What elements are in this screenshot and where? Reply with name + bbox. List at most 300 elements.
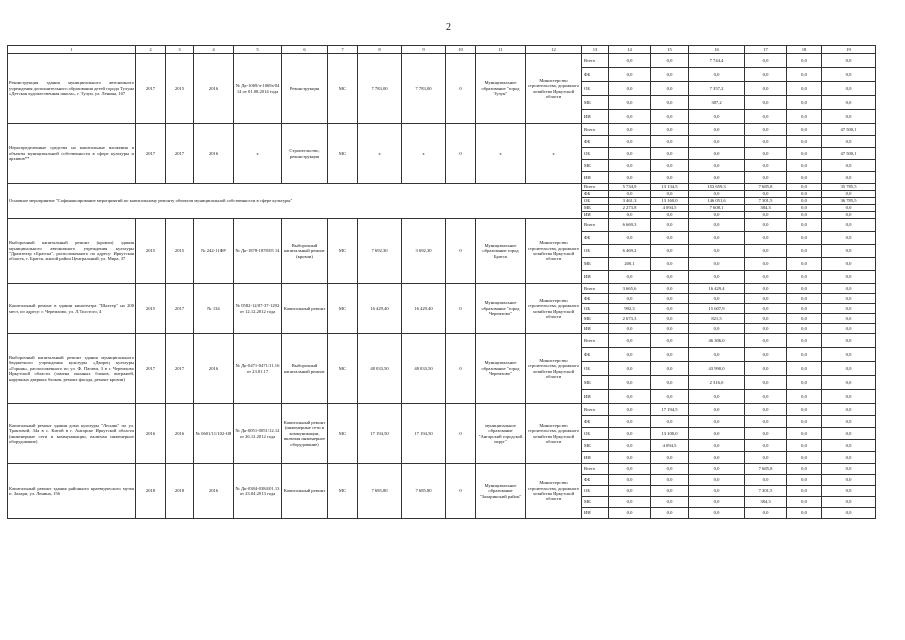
object-row xyxy=(8,124,876,136)
funding-value: 0,0 xyxy=(787,258,822,271)
funding-value: 0,0 xyxy=(787,464,822,475)
funding-value: 0,0 xyxy=(822,219,876,232)
column-header: 4 xyxy=(194,46,234,54)
source-label: ОБ xyxy=(582,82,609,96)
funding-value: 0,0 xyxy=(609,404,651,416)
object-c9: 7 685,80 xyxy=(402,464,446,519)
funding-value: 13 160,0 xyxy=(651,198,689,205)
source-label: ИИ xyxy=(582,212,609,219)
funding-value: 15 607,9 xyxy=(689,304,745,314)
funding-value: 0,0 xyxy=(651,148,689,160)
object-c2: 2015 xyxy=(136,219,166,284)
funding-value: 200,1 xyxy=(609,258,651,271)
column-header: 7 xyxy=(328,46,358,54)
funding-value: 0,0 xyxy=(745,440,787,452)
funding-value: 0,0 xyxy=(787,348,822,362)
source-label: МБ xyxy=(582,160,609,172)
funding-value: 0,0 xyxy=(651,82,689,96)
funding-value: 3 665,6 xyxy=(609,284,651,294)
table-header-row xyxy=(8,46,876,54)
funding-value: 0,0 xyxy=(651,464,689,475)
funding-value: 0,0 xyxy=(787,324,822,334)
source-label: ФБ xyxy=(582,136,609,148)
funding-value: 0,0 xyxy=(787,136,822,148)
object-c7: МС xyxy=(328,404,358,464)
funding-value: 0,0 xyxy=(787,508,822,519)
funding-value: 0,0 xyxy=(787,440,822,452)
funding-value: 0,0 xyxy=(787,160,822,172)
funding-value: 0,0 xyxy=(609,508,651,519)
funding-value: 0,0 xyxy=(651,232,689,245)
object-c3: 2017 xyxy=(166,124,194,184)
object-c4: 2016 xyxy=(194,334,234,404)
funding-value: 0,0 xyxy=(689,172,745,184)
object-c12: Министерство строительства, дорожного хозяйства Иркутской области xyxy=(526,54,582,124)
object-c2: 2018 xyxy=(136,464,166,519)
funding-value: 0,0 xyxy=(609,475,651,486)
funding-value: 0,0 xyxy=(745,428,787,440)
funding-value: 0,0 xyxy=(689,452,745,464)
object-c3: 2015 xyxy=(166,219,194,284)
funding-value: 0,0 xyxy=(822,212,876,219)
source-label: ФБ xyxy=(582,294,609,304)
object-row xyxy=(8,284,876,294)
object-c7: МС xyxy=(328,219,358,284)
source-label: МБ xyxy=(582,96,609,110)
funding-value: 0,0 xyxy=(787,475,822,486)
funding-value: 0,0 xyxy=(787,314,822,324)
object-c7: МС xyxy=(328,124,358,184)
funding-value: 7 685,8 xyxy=(745,464,787,475)
column-header: 11 xyxy=(476,46,526,54)
funding-value: 0,0 xyxy=(689,68,745,82)
object-c9: 48 033,50 xyxy=(402,334,446,404)
source-label: ФБ xyxy=(582,232,609,245)
object-row xyxy=(8,464,876,475)
funding-value: 0,0 xyxy=(822,464,876,475)
source-label: Всего xyxy=(582,54,609,68)
source-label: ФБ xyxy=(582,68,609,82)
object-c11: Муниципальное образование "Заларинский район" xyxy=(476,464,526,519)
funding-value: 0,0 xyxy=(787,404,822,416)
funding-value: 0,0 xyxy=(745,68,787,82)
funding-value: 0,0 xyxy=(651,304,689,314)
object-name: Нераспределенные средства на капитальные вложения в объекты муниципальной собственности в сфере культуры и архивов** xyxy=(8,124,136,184)
source-label: ИИ xyxy=(582,271,609,284)
funding-value: 0,0 xyxy=(787,124,822,136)
funding-value: 0,0 xyxy=(651,475,689,486)
funding-value: 0,0 xyxy=(651,96,689,110)
column-header: 2 xyxy=(136,46,166,54)
funding-value: 0,0 xyxy=(745,212,787,219)
funding-value: 0,0 xyxy=(822,232,876,245)
object-c5: № Дк-0384-0384/01.13 от 23.04.2013 года xyxy=(234,464,282,519)
funding-value: 0,0 xyxy=(822,452,876,464)
section-row xyxy=(8,184,876,191)
funding-value: 0,0 xyxy=(609,68,651,82)
object-c6: Капитальный ремонт xyxy=(282,464,328,519)
funding-value: 5 734,9 xyxy=(609,184,651,191)
object-c8: 7 692,30 xyxy=(358,219,402,284)
funding-value: 0,0 xyxy=(689,428,745,440)
object-name: Капитальный ремонт здания районного краеведческого музея п. Залари, ул. Ленина, 156 xyxy=(8,464,136,519)
object-c6: Капитальный ремонт xyxy=(282,284,328,334)
object-c12: Министерство строительства, дорожного хозяйства Иркутской области xyxy=(526,404,582,464)
funding-value: 0,0 xyxy=(745,314,787,324)
funding-value: 0,0 xyxy=(822,258,876,271)
funding-value: 0,0 xyxy=(745,452,787,464)
object-name: Реконструкция здания муниципального автономного учреждения дополнительного образования детей города Тулуна «Детская художественная школа», г. Тулун, ул. Ленина, 107 xyxy=(8,54,136,124)
funding-value: 0,0 xyxy=(745,219,787,232)
object-c11: х xyxy=(476,124,526,184)
funding-value: 0,0 xyxy=(745,124,787,136)
funding-value: 0,0 xyxy=(609,486,651,497)
funding-value: 6 669,3 xyxy=(609,219,651,232)
funding-value: 384,3 xyxy=(745,205,787,212)
object-c10: 0 xyxy=(446,464,476,519)
source-label: МБ xyxy=(582,314,609,324)
funding-value: 0,0 xyxy=(822,508,876,519)
funding-value: 0,0 xyxy=(787,245,822,258)
object-c5: № Дк-0471-0471/11.16 от 23.01.17 xyxy=(234,334,282,404)
object-c10: 0 xyxy=(446,334,476,404)
funding-value: 0,0 xyxy=(787,191,822,198)
object-name: Капитальный ремонт в здании кинотеатра "Шахтер" на 200 мест, по адресу: г. Черемхово, ул. Л.Толстого, 4 xyxy=(8,284,136,334)
funding-value: 0,0 xyxy=(745,110,787,124)
object-c4: 2016 xyxy=(194,54,234,124)
funding-value: 0,0 xyxy=(689,271,745,284)
funding-value: 0,0 xyxy=(745,508,787,519)
funding-value: 0,0 xyxy=(609,324,651,334)
funding-value: 0,0 xyxy=(609,136,651,148)
funding-value: 146 051,6 xyxy=(689,198,745,205)
funding-value: 0,0 xyxy=(689,464,745,475)
funding-value: 7 301,5 xyxy=(745,198,787,205)
column-header: 9 xyxy=(402,46,446,54)
funding-value: 0,0 xyxy=(822,348,876,362)
funding-value: 821,5 xyxy=(689,314,745,324)
funding-value: 0,0 xyxy=(787,205,822,212)
object-c10: 0 xyxy=(446,219,476,284)
funding-value: 0,0 xyxy=(787,82,822,96)
funding-value: 0,0 xyxy=(787,497,822,508)
funding-value: 0,0 xyxy=(787,172,822,184)
source-label: Всего xyxy=(582,124,609,136)
funding-value: 0,0 xyxy=(822,304,876,314)
object-c9: 7 783,00 xyxy=(402,54,446,124)
funding-value: 0,0 xyxy=(822,205,876,212)
funding-value: 0,0 xyxy=(651,508,689,519)
object-c12: Министерство строительства, дорожного хозяйства Иркутской области xyxy=(526,334,582,404)
column-header: 15 xyxy=(651,46,689,54)
funding-value: 0,0 xyxy=(651,219,689,232)
source-label: ИИ xyxy=(582,508,609,519)
source-label: ФБ xyxy=(582,475,609,486)
object-c9: 17 194,50 xyxy=(402,404,446,464)
object-c7: МС xyxy=(328,334,358,404)
source-label: МБ xyxy=(582,376,609,390)
funding-value: 0,0 xyxy=(609,96,651,110)
funding-value: 0,0 xyxy=(609,376,651,390)
object-c7: МС xyxy=(328,54,358,124)
funding-value: 0,0 xyxy=(689,258,745,271)
funding-value: 0,0 xyxy=(609,348,651,362)
funding-value: 0,0 xyxy=(609,334,651,348)
funding-value: 0,0 xyxy=(822,54,876,68)
source-label: ИИ xyxy=(582,452,609,464)
source-label: Всего xyxy=(582,219,609,232)
funding-value: 0,0 xyxy=(689,348,745,362)
funding-value: 0,0 xyxy=(609,294,651,304)
column-header: 1 xyxy=(8,46,136,54)
funding-value: 0,0 xyxy=(689,324,745,334)
column-header: 13 xyxy=(582,46,609,54)
funding-value: 0,0 xyxy=(745,82,787,96)
source-label: ФБ xyxy=(582,348,609,362)
object-c9: 3 692,30 xyxy=(402,219,446,284)
funding-value: 0,0 xyxy=(822,160,876,172)
funding-value: 0,0 xyxy=(787,54,822,68)
funding-value: 0,0 xyxy=(651,124,689,136)
source-label: МБ xyxy=(582,258,609,271)
object-c4: № 0601/11/102-О8 xyxy=(194,404,234,464)
funding-value: 2 673,3 xyxy=(609,314,651,324)
object-c2: 2017 xyxy=(136,334,166,404)
funding-value: 0,0 xyxy=(651,68,689,82)
source-label: Всего xyxy=(582,464,609,475)
funding-value: 0,0 xyxy=(745,258,787,271)
object-c11: муниципальное образование "Ангарский городской округ" xyxy=(476,404,526,464)
funding-value: 0,0 xyxy=(651,258,689,271)
funding-value: 0,0 xyxy=(745,362,787,376)
object-c6: Выборочный капитальный ремонт xyxy=(282,334,328,404)
source-label: ОБ xyxy=(582,198,609,205)
funding-value: 0,0 xyxy=(689,219,745,232)
funding-value: 0,0 xyxy=(822,294,876,304)
column-header: 5 xyxy=(234,46,282,54)
object-c10: 0 xyxy=(446,284,476,334)
funding-value: 0,0 xyxy=(745,245,787,258)
funding-value: 153 659,3 xyxy=(689,184,745,191)
funding-value: 0,0 xyxy=(689,404,745,416)
object-c12: х xyxy=(526,124,582,184)
object-name: Капитальный ремонт здания дома культуры "Лесник" по ул. Трактовой, 34а в с. Китой в г. Ангарске Иркутской области (инженерные сети и коммуникации, включая инженерное оборудование) xyxy=(8,404,136,464)
funding-value: 0,0 xyxy=(609,160,651,172)
column-header: 19 xyxy=(822,46,876,54)
column-header: 3 xyxy=(166,46,194,54)
object-c6: Строительство, реконструкция xyxy=(282,124,328,184)
column-header: 6 xyxy=(282,46,328,54)
object-name: Выборочный капитальный ремонт здания муниципального бюджетного учреждения культуры «Дворец культуры «Горняк», расположенного по ул. Ф. Пагави, 3 в г. Черемхово Иркутской области (замена оконных блоков, витражей, наружных дверных блоков, ремонт фасада, ремонт кровли) xyxy=(8,334,136,404)
funding-value: 0,0 xyxy=(822,486,876,497)
object-c8: х xyxy=(358,124,402,184)
funding-value: 0,0 xyxy=(689,440,745,452)
funding-value: 7 608,1 xyxy=(689,205,745,212)
funding-value: 0,0 xyxy=(745,324,787,334)
object-c5: № 0582-12/07-37-1292 от 12.12.2012 года xyxy=(234,284,282,334)
object-c8: 17 194,50 xyxy=(358,404,402,464)
object-c7: МС xyxy=(328,464,358,519)
object-c5: № Дк-0051-0051/12.12 от 26.12.2012 года xyxy=(234,404,282,464)
object-c3: 2016 xyxy=(166,404,194,464)
source-label: ОБ xyxy=(582,362,609,376)
funding-value: 0,0 xyxy=(651,245,689,258)
source-label: Всего xyxy=(582,284,609,294)
funding-value: 0,0 xyxy=(609,271,651,284)
funding-value: 0,0 xyxy=(745,284,787,294)
funding-value: 0,0 xyxy=(787,376,822,390)
object-c8: 7 685,80 xyxy=(358,464,402,519)
funding-value: 4 094,5 xyxy=(651,440,689,452)
object-c3: 2015 xyxy=(166,54,194,124)
object-c6: Выборочный капитальный ремонт (кровли) xyxy=(282,219,328,284)
source-label: Всего xyxy=(582,184,609,191)
funding-value: 0,0 xyxy=(787,428,822,440)
source-label: ОБ xyxy=(582,486,609,497)
page-number: 2 xyxy=(446,22,451,33)
funding-value: 0,0 xyxy=(822,96,876,110)
funding-value: 0,0 xyxy=(822,172,876,184)
funding-value: 0,0 xyxy=(651,54,689,68)
funding-value: 13 100,0 xyxy=(651,428,689,440)
object-c11: Муниципальное образование "город Тулун" xyxy=(476,54,526,124)
column-header: 12 xyxy=(526,46,582,54)
funding-value: 0,0 xyxy=(689,124,745,136)
funding-value: 0,0 xyxy=(787,334,822,348)
funding-value: 0,0 xyxy=(689,136,745,148)
funding-value: 0,0 xyxy=(689,191,745,198)
source-label: МБ xyxy=(582,440,609,452)
funding-value: 6 469,2 xyxy=(609,245,651,258)
funding-value: 0,0 xyxy=(822,314,876,324)
funding-value: 0,0 xyxy=(609,110,651,124)
funding-value: 17 194,5 xyxy=(651,404,689,416)
funding-value: 0,0 xyxy=(689,148,745,160)
funding-value: 0,0 xyxy=(822,191,876,198)
funding-value: 0,0 xyxy=(745,390,787,404)
object-c11: Муниципальное образование "город Черемхово" xyxy=(476,284,526,334)
funding-value: 0,0 xyxy=(689,294,745,304)
source-label: Всего xyxy=(582,334,609,348)
funding-value: 0,0 xyxy=(609,148,651,160)
object-c5: № Дк-1069/ч-1069з/04 14 от 01.08.2014 года xyxy=(234,54,282,124)
funding-value: 0,0 xyxy=(745,172,787,184)
funding-value: 0,0 xyxy=(689,475,745,486)
funding-value: 0,0 xyxy=(609,452,651,464)
funding-value: 0,0 xyxy=(787,362,822,376)
funding-value: 0,0 xyxy=(609,82,651,96)
funding-value: 0,0 xyxy=(822,68,876,82)
funding-value: 0,0 xyxy=(787,271,822,284)
funding-value: 7 744,4 xyxy=(689,54,745,68)
object-c12: Министерство строительства, дорожного хозяйства Иркутской области xyxy=(526,219,582,284)
object-c4: 2016 xyxy=(194,464,234,519)
object-c4: № 242-11ФР xyxy=(194,219,234,284)
object-c6: Реконструкция xyxy=(282,54,328,124)
funding-value: 0,0 xyxy=(787,110,822,124)
funding-value: 0,0 xyxy=(651,334,689,348)
funding-value: 0,0 xyxy=(689,390,745,404)
funding-value: 0,0 xyxy=(787,198,822,205)
funding-value: 0,0 xyxy=(745,416,787,428)
column-header: 8 xyxy=(358,46,402,54)
funding-value: 0,0 xyxy=(689,486,745,497)
funding-value: 0,0 xyxy=(787,212,822,219)
funding-value: 0,0 xyxy=(689,245,745,258)
funding-value: 0,0 xyxy=(822,497,876,508)
object-c7: МС xyxy=(328,284,358,334)
funding-value: 0,0 xyxy=(745,136,787,148)
funding-value: 0,0 xyxy=(651,348,689,362)
funding-value: 0,0 xyxy=(689,508,745,519)
funding-value: 0,0 xyxy=(787,219,822,232)
object-c8: 7 783,00 xyxy=(358,54,402,124)
funding-value: 0,0 xyxy=(689,232,745,245)
funding-value: 0,0 xyxy=(822,136,876,148)
source-label: МБ xyxy=(582,497,609,508)
object-c3: 2018 xyxy=(166,464,194,519)
source-label: ОБ xyxy=(582,304,609,314)
object-c8: 16 429,40 xyxy=(358,284,402,334)
funding-value: 0,0 xyxy=(651,136,689,148)
funding-value: 0,0 xyxy=(787,232,822,245)
funding-value: 0,0 xyxy=(609,212,651,219)
funding-value: 0,0 xyxy=(822,404,876,416)
source-label: ОБ xyxy=(582,148,609,160)
funding-value: 0,0 xyxy=(822,475,876,486)
object-c9: х xyxy=(402,124,446,184)
object-c4: 2016 xyxy=(194,124,234,184)
funding-value: 0,0 xyxy=(609,390,651,404)
funding-value: 0,0 xyxy=(822,284,876,294)
funding-value: 2 316,0 xyxy=(689,376,745,390)
funding-value: 0,0 xyxy=(822,245,876,258)
funding-value: 0,0 xyxy=(822,390,876,404)
funding-value: 0,0 xyxy=(609,497,651,508)
funding-value: 16 429,4 xyxy=(689,284,745,294)
source-label: ОБ xyxy=(582,428,609,440)
object-name: Выборочный капитальный ремонт (кровли) здания муниципального автономного учреждения культуры "Драмтеатр г.Братска", расположенного по адресу: Иркутская область, г. Братск, жилой район Центральный, ул. Мира, 37 xyxy=(8,219,136,284)
funding-value: 0,0 xyxy=(651,110,689,124)
funding-value: 0,0 xyxy=(822,110,876,124)
source-label: ИИ xyxy=(582,390,609,404)
funding-value: 0,0 xyxy=(745,348,787,362)
funding-value: 0,0 xyxy=(745,54,787,68)
funding-value: 46 306,0 xyxy=(689,334,745,348)
source-label: ИИ xyxy=(582,172,609,184)
column-header: 16 xyxy=(689,46,745,54)
funding-value: 992,3 xyxy=(609,304,651,314)
object-c4: № 134 xyxy=(194,284,234,334)
funding-value: 0,0 xyxy=(651,191,689,198)
object-row xyxy=(8,219,876,232)
funding-value: 0,0 xyxy=(787,148,822,160)
funding-value: 0,0 xyxy=(651,314,689,324)
source-label: ОБ xyxy=(582,245,609,258)
funding-value: 384,3 xyxy=(745,497,787,508)
funding-value: 0,0 xyxy=(787,452,822,464)
object-c6: Капитальный ремонт (инженерные сети и коммуникации, включая инженерное оборудование) xyxy=(282,404,328,464)
column-header: 17 xyxy=(745,46,787,54)
funding-value: 0,0 xyxy=(787,390,822,404)
funding-value: 0,0 xyxy=(822,416,876,428)
funding-value: 0,0 xyxy=(745,148,787,160)
funding-value: 7 685,8 xyxy=(745,184,787,191)
funding-value: 0,0 xyxy=(651,497,689,508)
funding-value: 0,0 xyxy=(822,428,876,440)
funding-value: 36 785,5 xyxy=(822,198,876,205)
funding-value: 0,0 xyxy=(651,172,689,184)
